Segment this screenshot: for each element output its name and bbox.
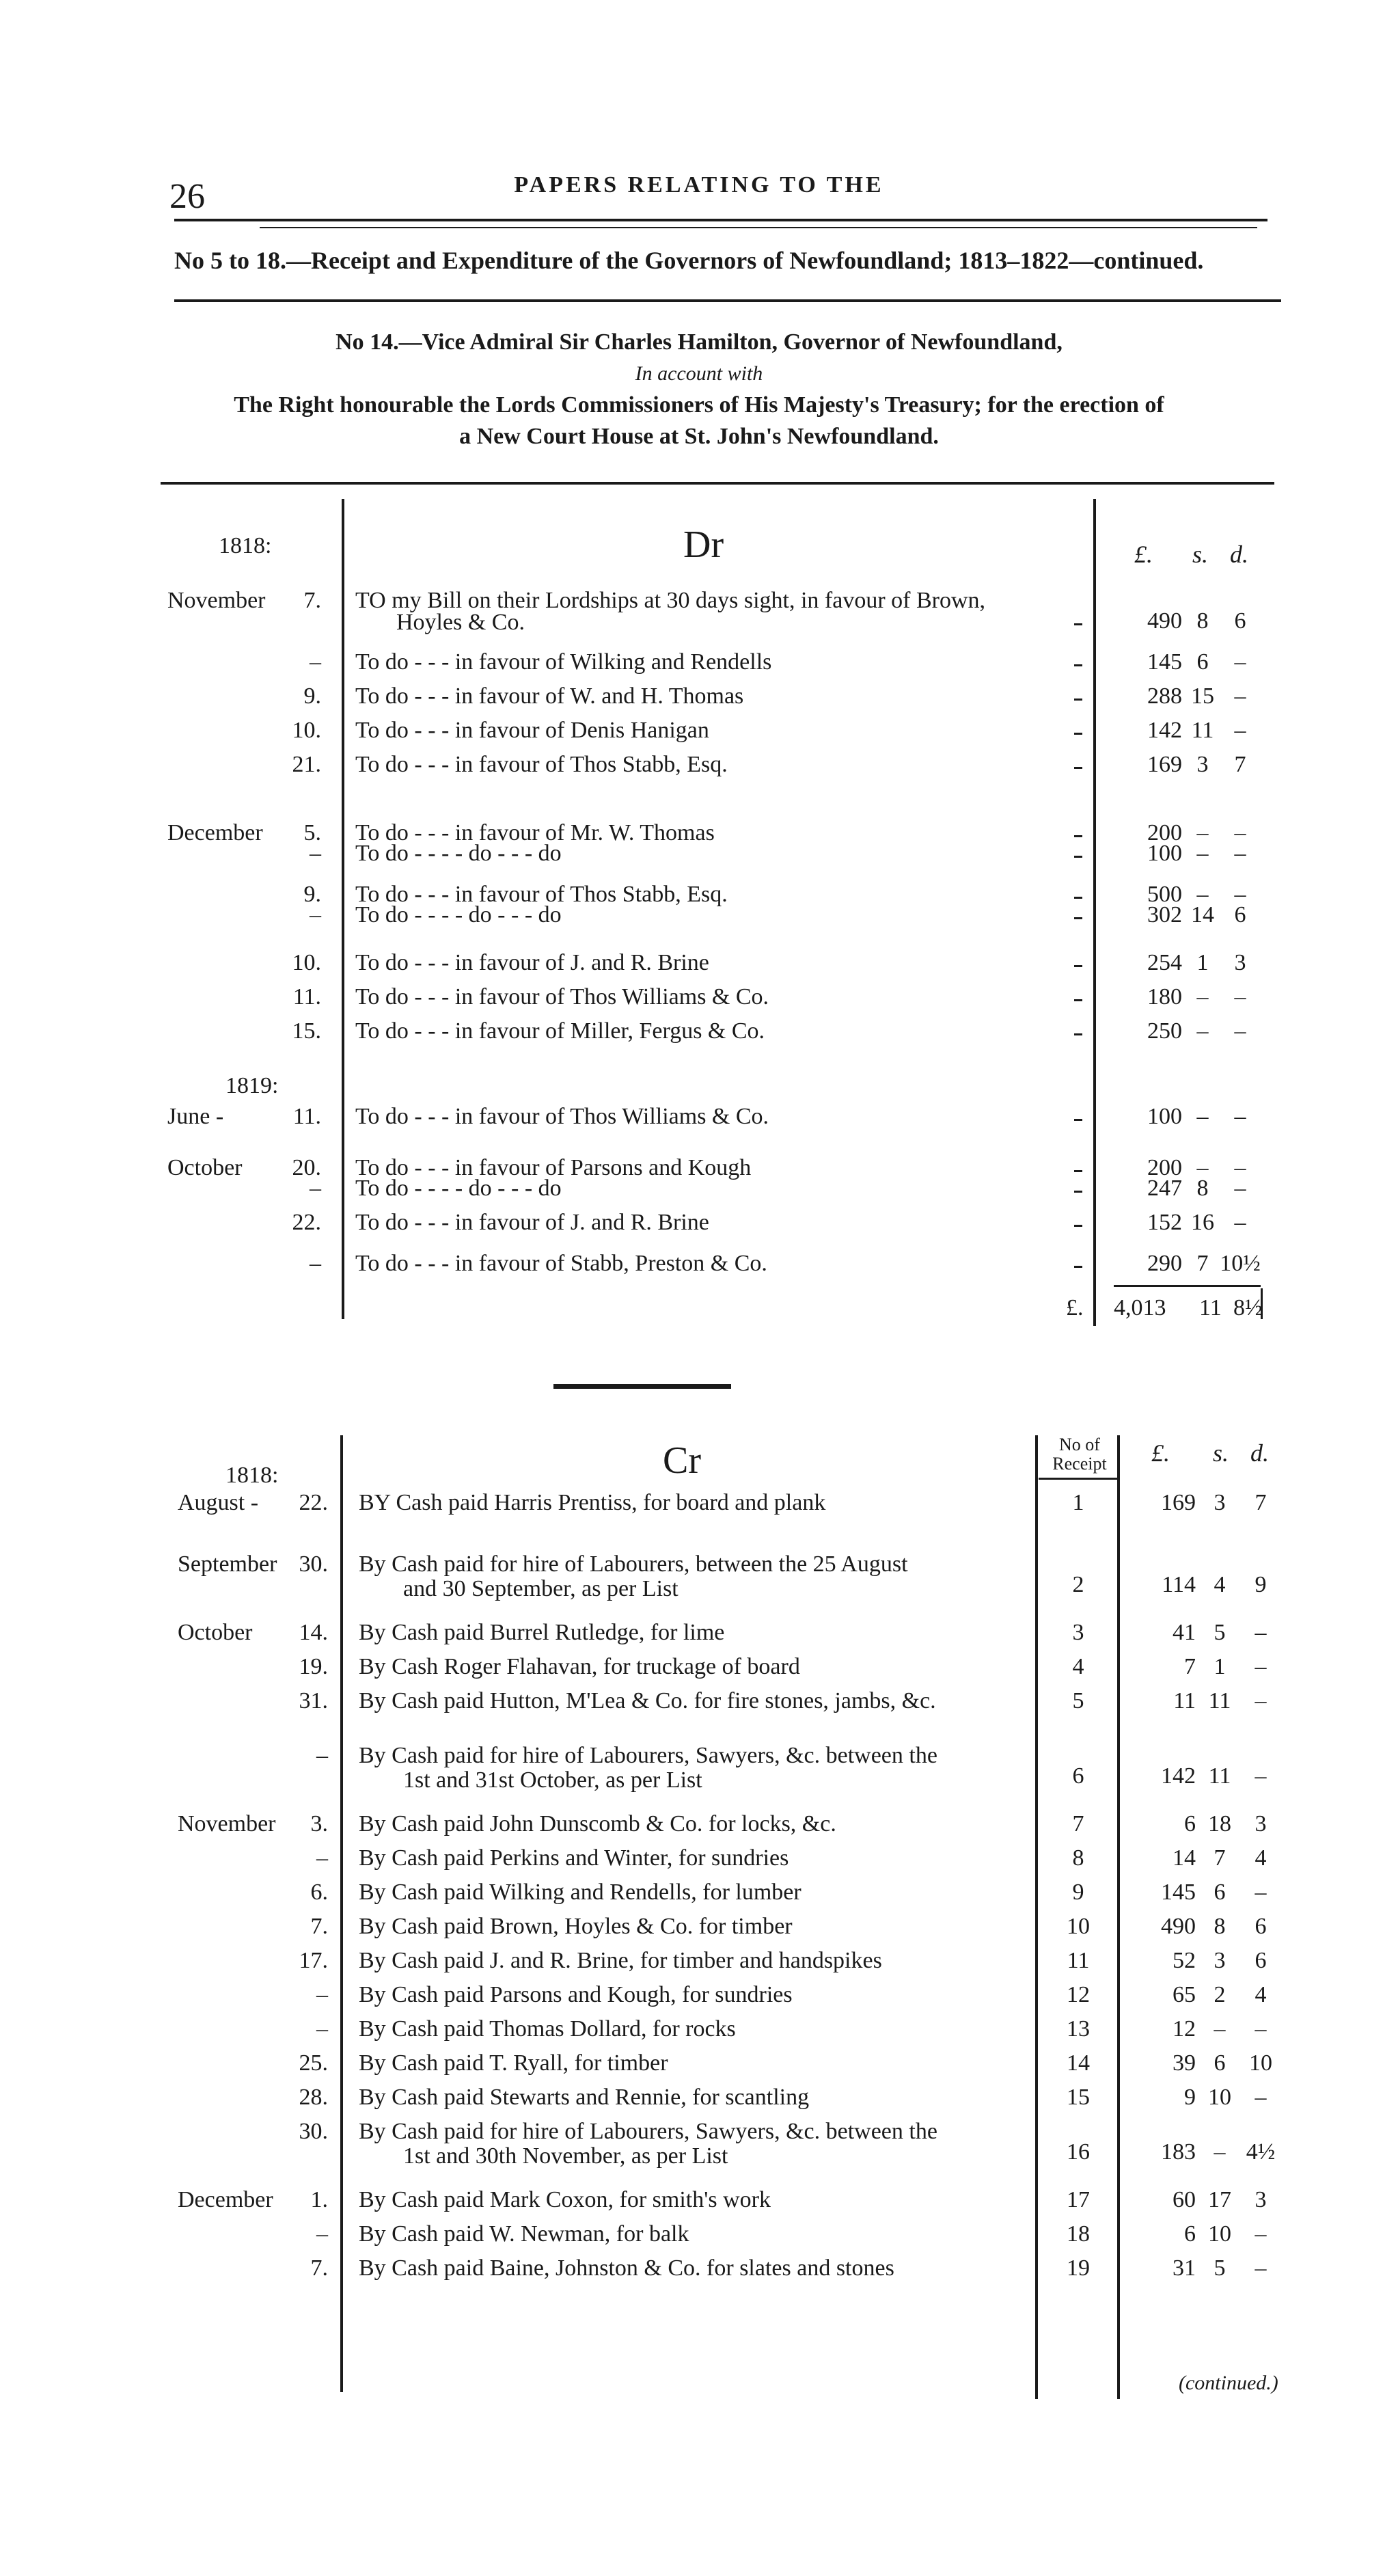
credit-row-receipt: 19 (1067, 2255, 1090, 2281)
debit-year-1819: 1819: (225, 1073, 279, 1098)
credit-row-pounds: 114 (1162, 1572, 1196, 1597)
debit-row-day: – (310, 1176, 321, 1201)
credit-row-shillings: 8 (1214, 1914, 1226, 1939)
credit-row-day: – (316, 1845, 328, 1871)
credit-row-shillings: 3 (1214, 1490, 1226, 1515)
debit-row-text: To do - - - in favour of Wilking and Rendells (355, 649, 772, 675)
credit-row-day: – (316, 1743, 328, 1768)
debit-row-pence: – (1234, 683, 1246, 709)
credit-row-text: By Cash paid Stewarts and Rennie, for scantling (359, 2085, 810, 2110)
credit-row-shillings: – (1214, 2016, 1226, 2042)
debit-row-shillings: – (1196, 984, 1209, 1009)
account-title (0, 327, 1398, 452)
debit-row-pounds: 250 (1147, 1018, 1182, 1044)
credit-row-text: By Cash paid Wilking and Rendells, for lumber (359, 1880, 801, 1905)
leader-dash (1074, 767, 1082, 769)
credit-row-pounds: 65 (1173, 1982, 1196, 2007)
debit-row-month: October (167, 1155, 243, 1180)
credit-row-receipt: 2 (1072, 1572, 1084, 1597)
debit-row-pence: 6 (1234, 902, 1246, 927)
credit-row-receipt: 7 (1072, 1811, 1084, 1836)
debit-row-pounds: 290 (1147, 1251, 1182, 1276)
credit-row-receipt: 6 (1072, 1763, 1084, 1789)
account-rule (161, 482, 1274, 485)
leader-dash (1074, 664, 1082, 666)
credit-row-text: By Cash paid W. Newman, for balk (359, 2221, 689, 2247)
credit-row-text: By Cash paid T. Ryall, for timber (359, 2050, 668, 2076)
debit-row-pence: – (1234, 984, 1246, 1009)
credit-row-text: BY Cash paid Harris Prentiss, for board and plank (359, 1490, 826, 1515)
debit-row-pence: – (1234, 1155, 1246, 1180)
debit-row-day: 22. (292, 1210, 321, 1235)
credit-row-day: 1. (310, 2187, 328, 2212)
debit-total-pounds: 4,013 (1114, 1295, 1166, 1320)
credit-row-day: 31. (299, 1688, 328, 1713)
credit-receipt-underline (1039, 1478, 1117, 1480)
credit-row-receipt: 5 (1072, 1688, 1084, 1713)
debit-row-month: November (167, 588, 266, 613)
credit-row-shillings: 18 (1208, 1811, 1231, 1836)
section-divider (553, 1384, 731, 1389)
credit-row-text: By Cash paid for hire of Labourers, Sawyers, &c. between the (359, 2119, 937, 2144)
credit-heading: Cr (663, 1439, 701, 1482)
debit-row-text: To do - - - in favour of Mr. W. Thomas (355, 820, 715, 845)
debit-row-shillings: – (1196, 841, 1209, 866)
credit-col-receipt: No of Receipt (1052, 1435, 1107, 1474)
credit-row-pounds: 183 (1161, 2139, 1196, 2165)
credit-row-pounds: 11 (1173, 1688, 1196, 1713)
leader-dash (1074, 856, 1082, 858)
debit-row-pounds: 180 (1147, 984, 1182, 1009)
debit-row-shillings: 1 (1196, 950, 1209, 975)
credit-row-day: 30. (299, 2119, 328, 2144)
series-rule (174, 299, 1281, 302)
leader-dash (1074, 1119, 1082, 1121)
credit-row-receipt: 8 (1072, 1845, 1084, 1871)
debit-row-pounds: 100 (1147, 1104, 1182, 1129)
credit-row-pence: – (1255, 1620, 1267, 1645)
debit-row-pounds: 500 (1147, 882, 1182, 907)
debit-row-day: 7. (303, 588, 321, 613)
debit-row-day: 9. (303, 882, 321, 907)
credit-row-pounds: 12 (1173, 2016, 1196, 2042)
credit-row-month: August - (178, 1490, 259, 1515)
debit-row-pounds: 142 (1147, 718, 1182, 743)
credit-row-day: 3. (310, 1811, 328, 1836)
leader-dash (1074, 1225, 1082, 1227)
running-head: PAPERS RELATING TO THE (514, 172, 884, 198)
debit-row-shillings: 16 (1191, 1210, 1214, 1235)
credit-row-month: December (178, 2187, 273, 2212)
account-title-line2: In account with (635, 362, 763, 385)
debit-row-day: – (310, 649, 321, 675)
credit-row-receipt: 16 (1067, 2139, 1090, 2165)
debit-row-text: To do - - - - do - - - do (355, 1176, 562, 1201)
debit-row-pence: 10½ (1220, 1251, 1261, 1276)
debit-row-shillings: 6 (1196, 649, 1209, 675)
debit-row-pence: – (1234, 1104, 1246, 1129)
debit-total-rule (1114, 1285, 1261, 1287)
credit-row-text: By Cash paid J. and R. Brine, for timber and handspikes (359, 1948, 882, 1973)
credit-row-shillings: 10 (1208, 2085, 1231, 2110)
debit-vline-left (342, 499, 344, 1319)
leader-dash (1074, 699, 1082, 701)
credit-row-pence: 6 (1255, 1948, 1267, 1973)
credit-row-pounds: 145 (1161, 1880, 1196, 1905)
debit-row-day: 11. (292, 984, 321, 1009)
credit-row-pence: 4½ (1246, 2139, 1276, 2165)
credit-row-day: 28. (299, 2085, 328, 2110)
credit-row-pence: – (1255, 2085, 1267, 2110)
debit-row-pence: 7 (1234, 752, 1246, 777)
debit-row-text: To do - - - in favour of J. and R. Brine (355, 1210, 709, 1235)
credit-row-day: 7. (310, 1914, 328, 1939)
credit-row-pounds: 39 (1173, 2050, 1196, 2076)
credit-row-text-cont: 1st and 31st October, as per List (403, 1767, 702, 1793)
debit-row-day: 9. (303, 683, 321, 709)
debit-row-shillings: – (1196, 882, 1209, 907)
credit-row-pounds: 41 (1173, 1620, 1196, 1645)
credit-row-shillings: 5 (1214, 1620, 1226, 1645)
credit-vline-left (340, 1435, 343, 2392)
credit-row-receipt: 15 (1067, 2085, 1090, 2110)
debit-row-day: – (310, 902, 321, 927)
credit-row-pence: 7 (1255, 1490, 1267, 1515)
debit-row-text: To do - - - in favour of W. and H. Thomas (355, 683, 744, 709)
credit-row-day: 17. (299, 1948, 328, 1973)
credit-row-text: By Cash Roger Flahavan, for truckage of board (359, 1654, 800, 1679)
debit-row-text: To do - - - in favour of Thos Williams & Co. (355, 984, 769, 1009)
debit-year-1818: 1818: (219, 533, 272, 558)
debit-col-d: d. (1230, 541, 1248, 568)
debit-row-text: To do - - - in favour of Denis Hanigan (355, 718, 709, 743)
credit-row-pounds: 31 (1173, 2255, 1196, 2281)
debit-row-pounds: 100 (1147, 841, 1182, 866)
credit-row-text: By Cash paid Thomas Dollard, for rocks (359, 2016, 736, 2042)
credit-row-text: By Cash paid Burrel Rutledge, for lime (359, 1620, 725, 1645)
credit-row-text-cont: 1st and 30th November, as per List (403, 2143, 728, 2169)
credit-row-pence: 10 (1249, 2050, 1272, 2076)
debit-row-shillings: 8 (1196, 1176, 1209, 1201)
debit-row-pence: – (1234, 649, 1246, 675)
leader-dash (1074, 623, 1082, 625)
credit-row-pence: 4 (1255, 1845, 1267, 1871)
debit-row-day: 11. (292, 1104, 321, 1129)
debit-row-shillings: 7 (1196, 1251, 1209, 1276)
leader-dash (1074, 1033, 1082, 1035)
leader-dash (1074, 917, 1082, 919)
credit-row-pence: – (1255, 2221, 1267, 2247)
credit-row-pence: 9 (1255, 1572, 1267, 1597)
credit-row-text: By Cash paid Brown, Hoyles & Co. for timber (359, 1914, 793, 1939)
debit-row-day: 15. (292, 1018, 321, 1044)
debit-row-pence: – (1234, 820, 1246, 845)
credit-row-receipt: 3 (1072, 1620, 1084, 1645)
credit-row-day: – (316, 1982, 328, 2007)
debit-row-pounds: 200 (1147, 1155, 1182, 1180)
credit-row-receipt: 13 (1067, 2016, 1090, 2042)
debit-row-pounds: 302 (1147, 902, 1182, 927)
debit-row-shillings: 3 (1196, 752, 1209, 777)
credit-row-receipt: 17 (1067, 2187, 1090, 2212)
credit-row-receipt: 18 (1067, 2221, 1090, 2247)
credit-row-text: By Cash paid Perkins and Winter, for sundries (359, 1845, 789, 1871)
credit-row-day: 6. (310, 1880, 328, 1905)
debit-row-pence: – (1234, 841, 1246, 866)
credit-row-shillings: 17 (1208, 2187, 1231, 2212)
debit-vline-money (1093, 499, 1096, 1326)
debit-row-shillings: 15 (1191, 683, 1214, 709)
credit-row-text: By Cash paid Mark Coxon, for smith's work (359, 2187, 771, 2212)
debit-row-pounds: 152 (1147, 1210, 1182, 1235)
credit-row-receipt: 14 (1067, 2050, 1090, 2076)
credit-row-pence: 3 (1255, 2187, 1267, 2212)
leader-dash (1074, 1191, 1082, 1193)
credit-row-pounds: 6 (1184, 2221, 1196, 2247)
credit-row-pounds: 14 (1173, 1845, 1196, 1871)
debit-row-text: To do - - - in favour of Thos Stabb, Esq. (355, 752, 728, 777)
debit-row-text-cont: Hoyles & Co. (396, 610, 525, 635)
credit-row-shillings: 11 (1208, 1688, 1231, 1713)
debit-row-day: 21. (292, 752, 321, 777)
debit-col-s: s. (1192, 541, 1209, 568)
debit-row-shillings: – (1196, 1018, 1209, 1044)
debit-row-shillings: – (1196, 1104, 1209, 1129)
debit-col-pound: £. (1134, 541, 1153, 568)
debit-row-day: – (310, 841, 321, 866)
credit-year-1818: 1818: (225, 1463, 279, 1488)
debit-row-shillings: 14 (1191, 902, 1214, 927)
credit-row-pounds: 169 (1161, 1490, 1196, 1515)
debit-row-pounds: 288 (1147, 683, 1182, 709)
leader-dash (1074, 1170, 1082, 1172)
credit-row-day: 25. (299, 2050, 328, 2076)
debit-row-month: December (167, 820, 263, 845)
credit-col-d: d. (1250, 1439, 1269, 1467)
leader-dash (1074, 733, 1082, 735)
credit-row-pounds: 490 (1161, 1914, 1196, 1939)
leader-dash (1074, 999, 1082, 1001)
credit-row-receipt: 12 (1067, 1982, 1090, 2007)
credit-row-shillings: 3 (1214, 1948, 1226, 1973)
leader-dash (1074, 965, 1082, 967)
account-title-line3: The Right honourable the Lords Commissioners of His Majesty's Treasury; for the erection of (234, 392, 1164, 418)
credit-row-text-cont: and 30 September, as per List (403, 1576, 679, 1601)
credit-row-text: By Cash paid Baine, Johnston & Co. for slates and stones (359, 2255, 894, 2281)
credit-row-text: By Cash paid John Dunscomb & Co. for locks, &c. (359, 1811, 836, 1836)
debit-row-text: To do - - - - do - - - do (355, 841, 562, 866)
debit-row-pounds: 169 (1147, 752, 1182, 777)
credit-row-pence: – (1255, 2255, 1267, 2281)
credit-row-pence: 6 (1255, 1914, 1267, 1939)
credit-row-shillings: – (1214, 2139, 1226, 2165)
debit-row-text: TO my Bill on their Lordships at 30 days sight, in favour of Brown, (355, 588, 986, 613)
credit-row-shillings: 7 (1214, 1845, 1226, 1871)
debit-total-pence: 8½ (1233, 1295, 1263, 1320)
credit-row-pence: 4 (1255, 1982, 1267, 2007)
credit-row-shillings: 1 (1214, 1654, 1226, 1679)
debit-row-shillings: 11 (1191, 718, 1214, 743)
debit-row-day: 5. (303, 820, 321, 845)
credit-row-pounds: 52 (1173, 1948, 1196, 1973)
credit-row-pounds: 7 (1184, 1654, 1196, 1679)
credit-row-month: October (178, 1620, 253, 1645)
debit-row-text: To do - - - in favour of J. and R. Brine (355, 950, 709, 975)
debit-row-pounds: 200 (1147, 820, 1182, 845)
debit-row-text: To do - - - in favour of Parsons and Kough (355, 1155, 752, 1180)
account-title-line4: a New Court House at St. John's Newfoundland. (459, 424, 939, 449)
credit-row-day: – (316, 2016, 328, 2042)
credit-row-receipt: 1 (1072, 1490, 1084, 1515)
debit-total-label: £. (1066, 1295, 1084, 1320)
credit-row-pounds: 9 (1184, 2085, 1196, 2110)
credit-row-pence: – (1255, 1654, 1267, 1679)
credit-row-text: By Cash paid Hutton, M'Lea & Co. for fire stones, jambs, &c. (359, 1688, 936, 1713)
debit-row-pounds: 247 (1147, 1176, 1182, 1201)
debit-row-shillings: – (1196, 820, 1209, 845)
credit-row-shillings: 4 (1214, 1572, 1226, 1597)
credit-row-text: By Cash paid for hire of Labourers, between the 25 August (359, 1551, 908, 1577)
credit-row-pence: – (1255, 2016, 1267, 2042)
credit-row-day: – (316, 2221, 328, 2247)
debit-row-day: 20. (292, 1155, 321, 1180)
debit-row-shillings: 8 (1196, 608, 1209, 634)
debit-row-pence: – (1234, 1176, 1246, 1201)
credit-row-receipt: 4 (1072, 1654, 1084, 1679)
credit-row-month: November (178, 1811, 276, 1836)
debit-row-pence: 3 (1234, 950, 1246, 975)
credit-row-day: 14. (299, 1620, 328, 1645)
series-title: No 5 to 18.—Receipt and Expenditure of the Governors of Newfoundland; 1813–1822—continued. (174, 247, 1204, 274)
debit-row-pounds: 490 (1147, 608, 1182, 634)
debit-heading: Dr (683, 524, 724, 566)
credit-row-pence: – (1255, 1763, 1267, 1789)
debit-row-text: To do - - - in favour of Stabb, Preston & Co. (355, 1251, 767, 1276)
debit-row-pence: – (1234, 882, 1246, 907)
credit-row-pence: – (1255, 1688, 1267, 1713)
credit-row-pounds: 142 (1161, 1763, 1196, 1789)
credit-row-text: By Cash paid for hire of Labourers, Sawyers, &c. between the (359, 1743, 937, 1768)
credit-row-shillings: 10 (1208, 2221, 1231, 2247)
debit-row-pence: 6 (1234, 608, 1246, 634)
credit-row-shillings: 6 (1214, 2050, 1226, 2076)
debit-row-day: 10. (292, 950, 321, 975)
leader-dash (1074, 1266, 1082, 1268)
debit-row-pence: – (1234, 1018, 1246, 1044)
credit-row-shillings: 6 (1214, 1880, 1226, 1905)
credit-row-shillings: 11 (1208, 1763, 1231, 1789)
credit-row-receipt: 11 (1067, 1948, 1090, 1973)
debit-total-shillings: 11 (1199, 1295, 1222, 1320)
debit-row-shillings: – (1196, 1155, 1209, 1180)
debit-row-day: 10. (292, 718, 321, 743)
credit-row-day: 30. (299, 1551, 328, 1577)
credit-row-day: 7. (310, 2255, 328, 2281)
credit-col-pound: £. (1151, 1439, 1170, 1467)
credit-row-shillings: 2 (1214, 1982, 1226, 2007)
credit-row-text: By Cash paid Parsons and Kough, for sundries (359, 1982, 793, 2007)
header-rule-thick (174, 219, 1267, 221)
debit-row-pounds: 145 (1147, 649, 1182, 675)
credit-row-pence: 3 (1255, 1811, 1267, 1836)
credit-row-pounds: 60 (1173, 2187, 1196, 2212)
credit-row-pounds: 6 (1184, 1811, 1196, 1836)
debit-row-pence: – (1234, 718, 1246, 743)
debit-row-text: To do - - - in favour of Thos Stabb, Esq. (355, 882, 728, 907)
debit-row-pence: – (1234, 1210, 1246, 1235)
debit-row-text: To do - - - in favour of Miller, Fergus & Co. (355, 1018, 765, 1044)
debit-row-day: – (310, 1251, 321, 1276)
credit-row-receipt: 9 (1072, 1880, 1084, 1905)
credit-row-month: September (178, 1551, 277, 1577)
credit-row-shillings: 5 (1214, 2255, 1226, 2281)
debit-row-pounds: 254 (1147, 950, 1182, 975)
debit-row-text: To do - - - - do - - - do (355, 902, 562, 927)
continued-note: (continued.) (1179, 2372, 1278, 2394)
leader-dash (1074, 897, 1082, 899)
account-title-line1: No 14.—Vice Admiral Sir Charles Hamilton, Governor of Newfoundland, (335, 329, 1063, 355)
credit-row-receipt: 10 (1067, 1914, 1090, 1939)
credit-row-day: 22. (299, 1490, 328, 1515)
credit-row-pence: – (1255, 1880, 1267, 1905)
credit-row-day: 19. (299, 1654, 328, 1679)
header-rule-thin (260, 227, 1257, 228)
leader-dash (1074, 835, 1082, 837)
debit-row-text: To do - - - in favour of Thos Williams & Co. (355, 1104, 769, 1129)
debit-row-month: June - (167, 1104, 224, 1129)
page-number: 26 (169, 177, 205, 216)
credit-col-s: s. (1213, 1439, 1229, 1467)
